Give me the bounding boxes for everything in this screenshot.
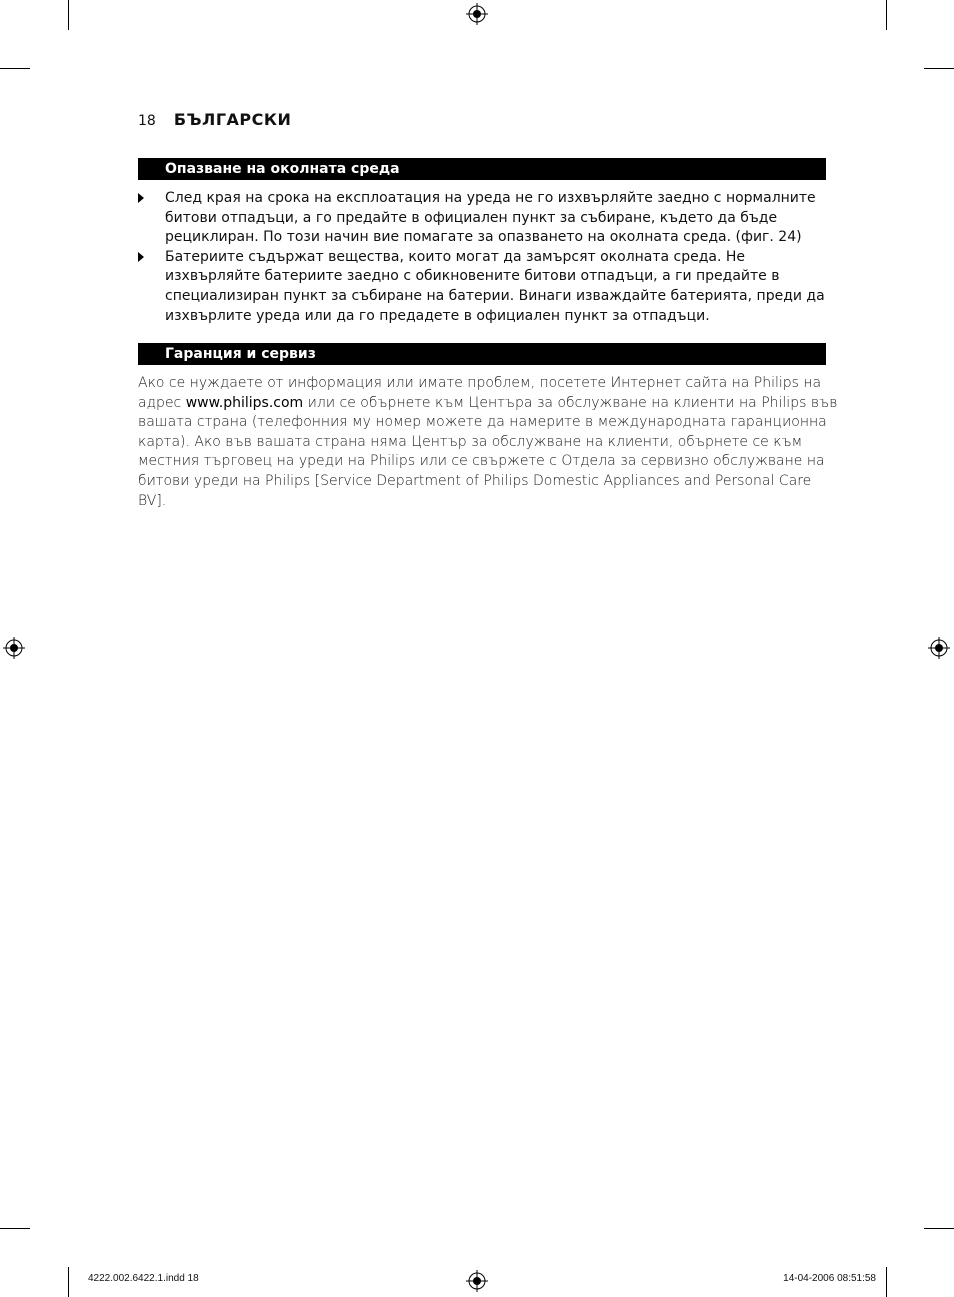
crop-mark	[924, 1228, 954, 1229]
page-header	[138, 110, 291, 130]
page-number: 18	[138, 113, 156, 129]
registration-mark-icon	[466, 3, 488, 25]
website-link[interactable]: www.philips.com	[185, 394, 304, 411]
bullet-text: След края на срока на експлоатация на уреда не го изхвърляйте заедно с нормалните битови отпадъци, а го предайте в официален пункт за събиране, където да бъде рециклиран. По този начин вие помагате за опазването на околната среда. (фиг. 24)	[165, 190, 816, 246]
section-heading-environment: Опазване на околната среда	[138, 158, 826, 180]
list-item	[138, 248, 838, 326]
footer-file-info: 4222.002.6422.1.indd 18	[88, 1273, 199, 1284]
crop-mark	[924, 68, 954, 69]
crop-mark	[886, 1267, 887, 1297]
crop-mark	[0, 1228, 30, 1229]
bullet-icon	[138, 193, 144, 203]
paragraph-text: Ако се нуждаете от информация или имате проблем, посетете Интернет сайта на Philips на адрес	[138, 375, 822, 411]
guarantee-paragraph	[138, 374, 838, 511]
language-title: БЪЛГАРСКИ	[173, 110, 292, 129]
bullet-text: Батериите съдържат вещества, които могат да замърсят околната среда. Не изхвърляйте батериите заедно с обикновените битови отпадъци, а ги предайте в специализиран пункт за събиране на батерии. Винаги изваждайте батерията, преди да изхвърлите уреда или да го предадете в официален пункт за отпадъци.	[165, 248, 825, 324]
environment-bullet-list	[138, 189, 838, 326]
crop-mark	[886, 0, 887, 30]
list-item	[138, 189, 838, 248]
registration-mark-icon	[928, 637, 950, 659]
footer-datetime: 14-04-2006 08:51:58	[783, 1273, 876, 1284]
registration-mark-icon	[466, 1270, 488, 1292]
section-heading-guarantee: Гаранция и сервиз	[138, 343, 826, 365]
paragraph-text: или се обърнете към Центъра за обслужване на клиенти на Philips във вашата страна (телефонния му номер можете да намерите в международната гаранционна карта). Ако във вашата страна няма Център за обслужване на клиенти, обърнете се към местния търговец на уреди на Philips или се свържете с Отдела за сервизно обслужване на битови уреди на Philips [Service Department of Philips Domestic Appliances and Personal Care BV].	[138, 394, 838, 509]
crop-mark	[0, 68, 30, 69]
crop-mark	[68, 1267, 69, 1297]
bullet-icon	[138, 252, 144, 262]
registration-mark-icon	[3, 637, 25, 659]
crop-mark	[68, 0, 69, 30]
